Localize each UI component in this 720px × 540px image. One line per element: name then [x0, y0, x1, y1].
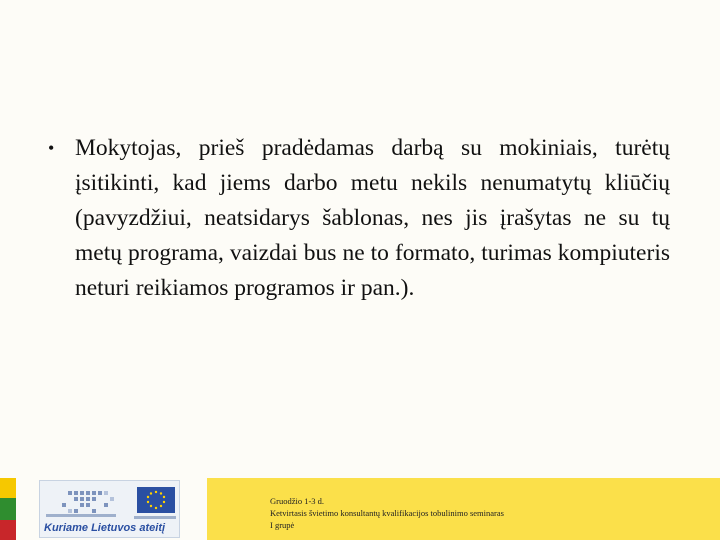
- logo-caption-right: [134, 516, 176, 519]
- flag-stripe-green: [0, 498, 16, 520]
- eu-funds-logo: [39, 480, 180, 538]
- flag-stripe-red: [0, 520, 16, 540]
- logo-slogan: Kuriame Lietuvos ateitį: [44, 522, 166, 534]
- footer-seminar: Ketvirtasis švietimo konsultantų kvalifikacijos tobulinimo seminaras: [270, 508, 504, 518]
- bullet-text: Mokytojas, prieš pradėdamas darbą su mokiniais, turėtų įsitikinti, kad jiems darbo metu nekils nenumatytų kliūčių (pavyzdžiui, neatsidarys šablonas, nes jis įrašytas ne su tų metų programa, vaizdai bus ne to formato, turimas kompiuteris neturi reikiamos programos ir pan.).: [75, 135, 670, 301]
- footer-group: I grupė: [270, 520, 295, 530]
- logo-caption-left: [46, 514, 116, 517]
- footer-date: Gruodžio 1-3 d.: [270, 496, 325, 506]
- bullet-marker: •: [48, 138, 55, 158]
- bullet-list: [48, 131, 670, 306]
- footer-info-panel: [207, 478, 720, 540]
- footer-text: [270, 495, 504, 531]
- eu-flag-icon: [137, 487, 175, 513]
- lithuanian-flag-stripes: [0, 478, 16, 540]
- flag-stripe-yellow: [0, 478, 16, 498]
- bullet-item: [48, 131, 670, 306]
- footer: [0, 478, 720, 540]
